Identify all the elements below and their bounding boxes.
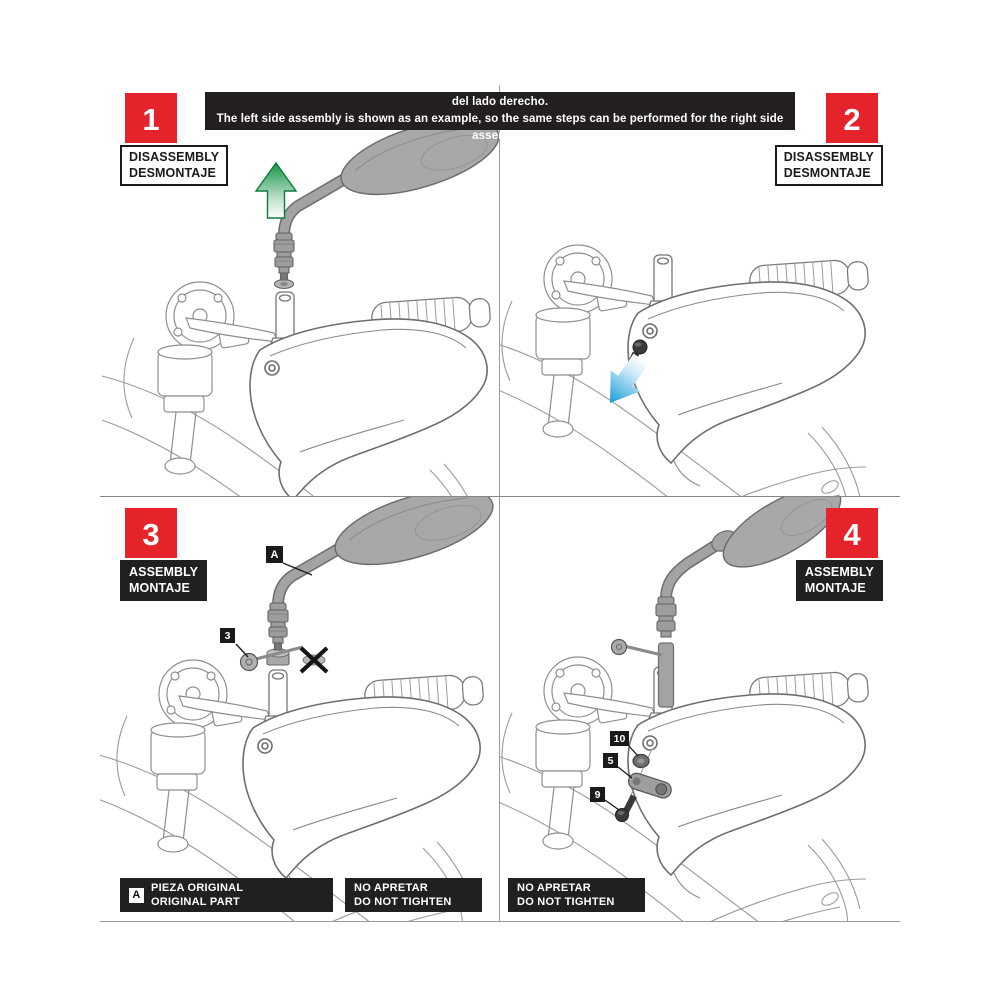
original-part-tag: A [129, 888, 144, 903]
callout-washer-10: 10 [610, 731, 629, 746]
panel-4 [500, 497, 900, 921]
leader-line-9 [605, 800, 619, 810]
note-no-tighten-left: NO APRETAR DO NOT TIGHTEN [345, 878, 482, 912]
banner-text-es: Se muestra el montaje del lado izquierdo a modo de ejemplo, realizar los mismos pasos para el montaje del lado derecho. [211, 79, 789, 109]
panel-3 [100, 497, 500, 921]
phase-label-2: DISASSEMBLY DESMONTAJE [775, 145, 883, 186]
phase-label-4: ASSEMBLY MONTAJE [796, 560, 883, 601]
step-number-2: 2 [826, 93, 878, 143]
leader-line-3 [236, 644, 248, 657]
panel-grid [100, 85, 900, 922]
step-number-3: 3 [125, 508, 177, 558]
callout-bracket-5: 5 [603, 753, 618, 768]
phase-label-3: ASSEMBLY MONTAJE [120, 560, 207, 601]
panel-1 [100, 85, 500, 497]
phase-label-1: DISASSEMBLY DESMONTAJE [120, 145, 228, 186]
panel-2 [500, 85, 900, 497]
mirror-assembly-lifted [268, 497, 500, 650]
banner-text-en: The left side assembly is shown as an example, so the same steps can be performed for the right side assembly. [216, 113, 784, 142]
washer-part-10 [633, 755, 649, 768]
note-original-part: A PIEZA ORIGINAL ORIGINAL PART [120, 878, 333, 912]
note-no-tighten-right: NO APRETAR DO NOT TIGHTEN [508, 878, 645, 912]
callout-bolt-9: 9 [590, 787, 605, 802]
step-number-4: 4 [826, 508, 878, 558]
callout-bracket-3: 3 [220, 628, 235, 643]
bracket-installed [612, 640, 663, 656]
callout-original-part: A [266, 546, 283, 563]
instruction-banner [205, 79, 795, 142]
step-number-1: 1 [125, 93, 177, 143]
